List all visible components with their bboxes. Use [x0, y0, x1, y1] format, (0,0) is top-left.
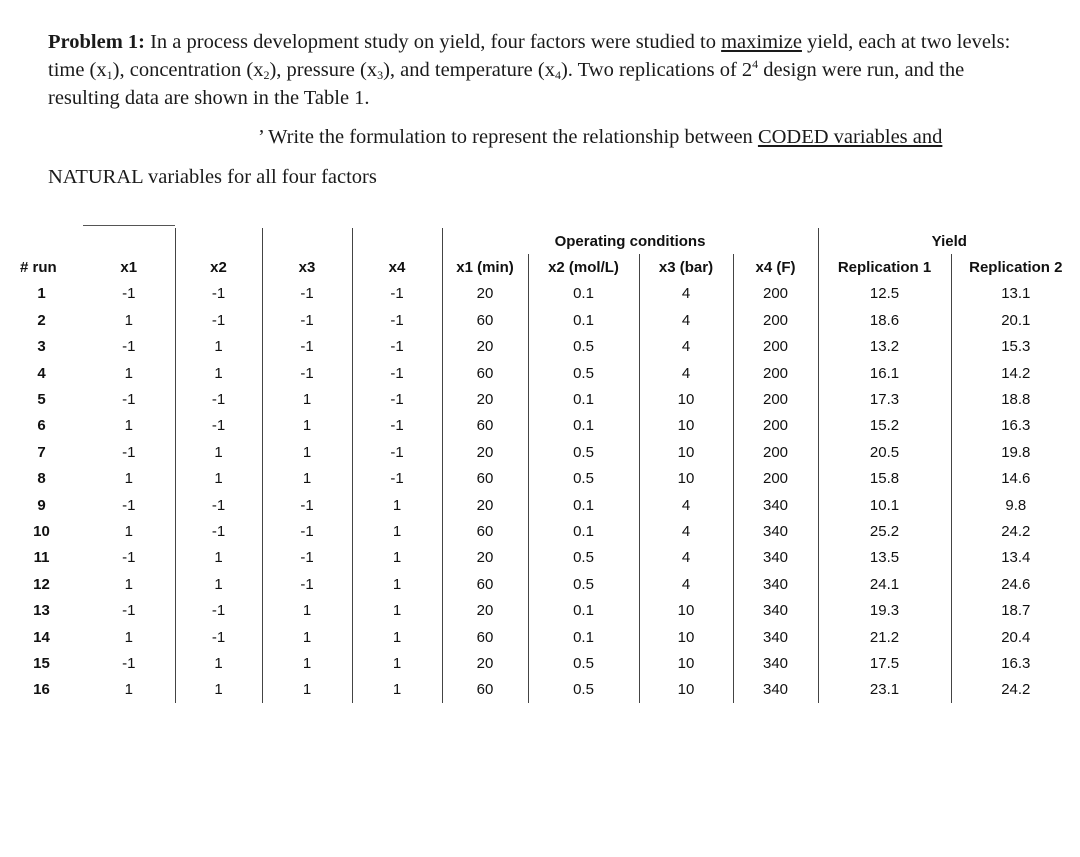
table-cell: 16.3 [951, 650, 1080, 676]
table-row [0, 466, 1080, 492]
table-cell: 0.5 [528, 571, 639, 597]
table-cell: 20 [442, 439, 528, 465]
table-cell: 1 [352, 597, 442, 623]
table-cell: 10 [639, 413, 733, 439]
problem-text: ), pressure (x [269, 59, 378, 81]
data-table [0, 228, 1080, 703]
table-cell: 25.2 [818, 518, 951, 544]
table-cell: 20.4 [951, 624, 1080, 650]
run-number-cell: 16 [33, 681, 50, 699]
maximize-underlined: maximize [721, 31, 802, 53]
problem-text: design were run, and the resulting data are shown in the Table 1. [48, 59, 965, 109]
table-cell: 19.8 [951, 439, 1080, 465]
table-cell: 1 [262, 650, 352, 676]
problem-statement [48, 28, 1038, 112]
table-cell: 1 [175, 466, 262, 492]
table-cell: 200 [733, 307, 818, 333]
table-cell: 340 [733, 518, 818, 544]
table-cell: 1 [262, 624, 352, 650]
table-cell: -1 [352, 281, 442, 307]
table-cell: 15.2 [818, 413, 951, 439]
table-cell: 0.5 [528, 677, 639, 703]
column-header-row [0, 254, 1080, 280]
table-cell: 1 [175, 677, 262, 703]
table-cell: 4 [639, 281, 733, 307]
table-cell: 1 [124, 575, 133, 593]
table-cell: 1 [352, 677, 442, 703]
table-cell: 0.5 [528, 545, 639, 571]
table-cell: -1 [175, 597, 262, 623]
table-cell: 1 [262, 413, 352, 439]
table-cell: 15.3 [951, 334, 1080, 360]
table-row [0, 545, 1080, 571]
table-cell: 0.1 [528, 413, 639, 439]
table-cell: -1 [122, 443, 136, 461]
table-cell: 4 [639, 571, 733, 597]
table-row [0, 334, 1080, 360]
table-cell: -1 [352, 439, 442, 465]
table-row [0, 492, 1080, 518]
table-cell: 1 [175, 360, 262, 386]
question-line-1 [258, 126, 942, 149]
question-marker: ’ [258, 126, 264, 148]
problem-label: Problem 1: [48, 31, 145, 53]
subscript: 2 [263, 68, 270, 82]
column-header: x3 [262, 254, 352, 280]
table-cell: 60 [442, 360, 528, 386]
table-cell: 60 [442, 571, 528, 597]
table-cell: 24.2 [951, 518, 1080, 544]
table-cell: 1 [124, 470, 133, 488]
table-cell: 1 [124, 364, 133, 382]
table-cell: -1 [262, 360, 352, 386]
subscript: 3 [377, 68, 384, 82]
table-cell: 1 [352, 650, 442, 676]
table-cell: -1 [352, 360, 442, 386]
table-cell: 200 [733, 386, 818, 412]
table-cell: 18.7 [951, 597, 1080, 623]
run-number-cell: 13 [33, 602, 50, 620]
table-cell: 200 [733, 281, 818, 307]
problem-text: yield, each at two levels: time (x [48, 31, 1011, 81]
table-row [0, 571, 1080, 597]
table-cell: -1 [262, 334, 352, 360]
problem-text: In a process development study on yield, four factors were studied to [144, 31, 722, 53]
table-row [0, 413, 1080, 439]
table-cell: -1 [175, 492, 262, 518]
table-cell: 24.1 [818, 571, 951, 597]
table-cell: 0.1 [528, 624, 639, 650]
table-cell: 200 [733, 439, 818, 465]
table-cell: 10 [639, 466, 733, 492]
column-header: x2 (mol/L) [528, 254, 639, 280]
table-row [0, 518, 1080, 544]
table-cell: 10 [639, 439, 733, 465]
run-number-cell: 9 [37, 496, 46, 514]
table-cell: 0.1 [528, 307, 639, 333]
table-cell: 24.2 [951, 677, 1080, 703]
table-cell: -1 [122, 496, 136, 514]
table-cell: 23.1 [818, 677, 951, 703]
table-row [0, 624, 1080, 650]
question-line-2: NATURAL variables for all four factors [48, 166, 377, 188]
table-cell: 1 [352, 624, 442, 650]
column-header: Replication 2 [951, 254, 1080, 280]
table-cell: 60 [442, 677, 528, 703]
table-cell: -1 [262, 492, 352, 518]
table-cell: 1 [175, 334, 262, 360]
table-cell: 20 [442, 281, 528, 307]
table-cell: 0.5 [528, 360, 639, 386]
table-cell: 340 [733, 571, 818, 597]
table-cell: 16.3 [951, 413, 1080, 439]
table-cell: 1 [175, 439, 262, 465]
table-cell: 10 [639, 597, 733, 623]
table-cell: 1 [262, 597, 352, 623]
table-cell: 4 [639, 307, 733, 333]
table-cell: 10 [639, 624, 733, 650]
table-cell: 0.1 [528, 386, 639, 412]
table-cell: 15.8 [818, 466, 951, 492]
table-cell: 1 [262, 386, 352, 412]
table-cell: 60 [442, 466, 528, 492]
table-cell: 18.6 [818, 307, 951, 333]
table-cell: -1 [352, 466, 442, 492]
table-cell: -1 [352, 413, 442, 439]
table-cell: -1 [175, 307, 262, 333]
table-row [0, 360, 1080, 386]
table-cell: 24.6 [951, 571, 1080, 597]
table-cell: 1 [124, 681, 133, 699]
table-cell: 17.3 [818, 386, 951, 412]
table-cell: 9.8 [951, 492, 1080, 518]
table-cell: 200 [733, 334, 818, 360]
table-cell: 1 [262, 439, 352, 465]
superscript: 4 [752, 57, 759, 71]
table-cell: 200 [733, 413, 818, 439]
table-cell: 4 [639, 492, 733, 518]
table-cell: 0.1 [528, 597, 639, 623]
table-row [0, 439, 1080, 465]
run-number-cell: 15 [33, 654, 50, 672]
run-number-cell: 11 [33, 549, 50, 567]
operating-conditions-header: Operating conditions [442, 228, 818, 254]
table-cell: 0.1 [528, 518, 639, 544]
column-header: x2 [175, 254, 262, 280]
table-cell: 18.8 [951, 386, 1080, 412]
table-cell: -1 [122, 602, 136, 620]
table-row [0, 677, 1080, 703]
table-cell: 20 [442, 334, 528, 360]
table-cell: 1 [352, 571, 442, 597]
table-cell: -1 [175, 281, 262, 307]
table-cell: 1 [175, 571, 262, 597]
table-cell: 10 [639, 677, 733, 703]
table-cell: -1 [122, 654, 136, 672]
table-row [0, 307, 1080, 333]
table-cell: 16.1 [818, 360, 951, 386]
table-row [0, 281, 1080, 307]
subscript: 4 [554, 68, 561, 82]
problem-text: ), and temperature (x [383, 59, 555, 81]
run-number-cell: 6 [37, 417, 46, 435]
table-cell: -1 [122, 549, 136, 567]
table-cell: 0.5 [528, 650, 639, 676]
table-cell: 4 [639, 518, 733, 544]
table-cell: -1 [122, 391, 136, 409]
run-number-cell: 3 [37, 338, 46, 356]
run-number-cell: 4 [37, 364, 46, 382]
table-cell: 20 [442, 597, 528, 623]
table-cell: -1 [352, 307, 442, 333]
column-header: Replication 1 [818, 254, 951, 280]
table-cell: 20 [442, 386, 528, 412]
table-cell: 10 [639, 650, 733, 676]
table-cell: -1 [262, 307, 352, 333]
table-cell: 4 [639, 334, 733, 360]
table-cell: 340 [733, 597, 818, 623]
table-cell: -1 [122, 285, 136, 303]
table-cell: -1 [262, 518, 352, 544]
table-cell: 1 [352, 545, 442, 571]
table-top-rule [83, 225, 175, 226]
table-cell: 20 [442, 492, 528, 518]
coded-variables-underlined: CODED variables and [757, 126, 943, 148]
table-row [0, 386, 1080, 412]
run-number-cell: 5 [37, 391, 46, 409]
group-header-row [0, 228, 1080, 254]
table-cell: -1 [175, 413, 262, 439]
table-cell: 4 [639, 545, 733, 571]
table-cell: 340 [733, 650, 818, 676]
table-cell: 1 [262, 677, 352, 703]
question-text: Write the formulation to represent the relationship between [263, 126, 758, 148]
table-cell: 0.5 [528, 466, 639, 492]
table-cell: 60 [442, 518, 528, 544]
run-number-cell: 8 [37, 470, 46, 488]
table-cell: -1 [262, 571, 352, 597]
table-cell: 1 [175, 650, 262, 676]
run-number-cell: 10 [33, 522, 50, 540]
table-cell: -1 [122, 338, 136, 356]
table-cell: 0.1 [528, 281, 639, 307]
table-cell: 21.2 [818, 624, 951, 650]
column-header: x4 (F) [733, 254, 818, 280]
column-header: x4 [352, 254, 442, 280]
table-cell: 1 [352, 492, 442, 518]
column-header: # run [20, 259, 57, 277]
run-number-cell: 1 [37, 285, 46, 303]
table-cell: 0.5 [528, 334, 639, 360]
table-cell: 200 [733, 360, 818, 386]
table-cell: -1 [175, 624, 262, 650]
problem-text: ), concentration (x [112, 59, 264, 81]
table-cell: 19.3 [818, 597, 951, 623]
table-cell: 200 [733, 466, 818, 492]
table-cell: 1 [262, 466, 352, 492]
table-cell: 10.1 [818, 492, 951, 518]
table-cell: -1 [352, 386, 442, 412]
table-cell: -1 [352, 334, 442, 360]
problem-text: ). Two replications of 2 [560, 59, 753, 81]
run-number-cell: 7 [37, 443, 46, 461]
table-cell: 60 [442, 624, 528, 650]
yield-header: Yield [818, 228, 1080, 254]
column-header: x3 (bar) [639, 254, 733, 280]
table-cell: -1 [262, 545, 352, 571]
table-cell: 60 [442, 307, 528, 333]
run-number-cell: 14 [33, 628, 50, 646]
table-cell: 1 [352, 518, 442, 544]
table-cell: 1 [124, 628, 133, 646]
table-cell: 20 [442, 545, 528, 571]
run-number-cell: 2 [37, 311, 46, 329]
table-cell: 13.5 [818, 545, 951, 571]
table-cell: 12.5 [818, 281, 951, 307]
table-cell: 1 [124, 311, 133, 329]
table-cell: 1 [124, 522, 133, 540]
table-row [0, 650, 1080, 676]
table-cell: 1 [175, 545, 262, 571]
table-cell: 0.1 [528, 492, 639, 518]
table-cell: 13.2 [818, 334, 951, 360]
table-row [0, 597, 1080, 623]
column-header: x1 [120, 259, 138, 277]
table-cell: 20.5 [818, 439, 951, 465]
table-cell: 340 [733, 492, 818, 518]
table-cell: -1 [262, 281, 352, 307]
table-cell: 60 [442, 413, 528, 439]
table-cell: 340 [733, 624, 818, 650]
table-cell: 14.2 [951, 360, 1080, 386]
table-cell: 10 [639, 386, 733, 412]
table-cell: 1 [124, 417, 133, 435]
table-cell: 0.5 [528, 439, 639, 465]
table-cell: 20 [442, 650, 528, 676]
table-cell: -1 [175, 518, 262, 544]
subscript: 1 [106, 68, 113, 82]
table-cell: 13.1 [951, 281, 1080, 307]
run-number-cell: 12 [33, 575, 50, 593]
column-header: x1 (min) [442, 254, 528, 280]
table-cell: 4 [639, 360, 733, 386]
table-cell: 340 [733, 545, 818, 571]
table-cell: 340 [733, 677, 818, 703]
table-cell: 20.1 [951, 307, 1080, 333]
table-cell: -1 [175, 386, 262, 412]
table-cell: 13.4 [951, 545, 1080, 571]
table-cell: 17.5 [818, 650, 951, 676]
table-cell: 14.6 [951, 466, 1080, 492]
